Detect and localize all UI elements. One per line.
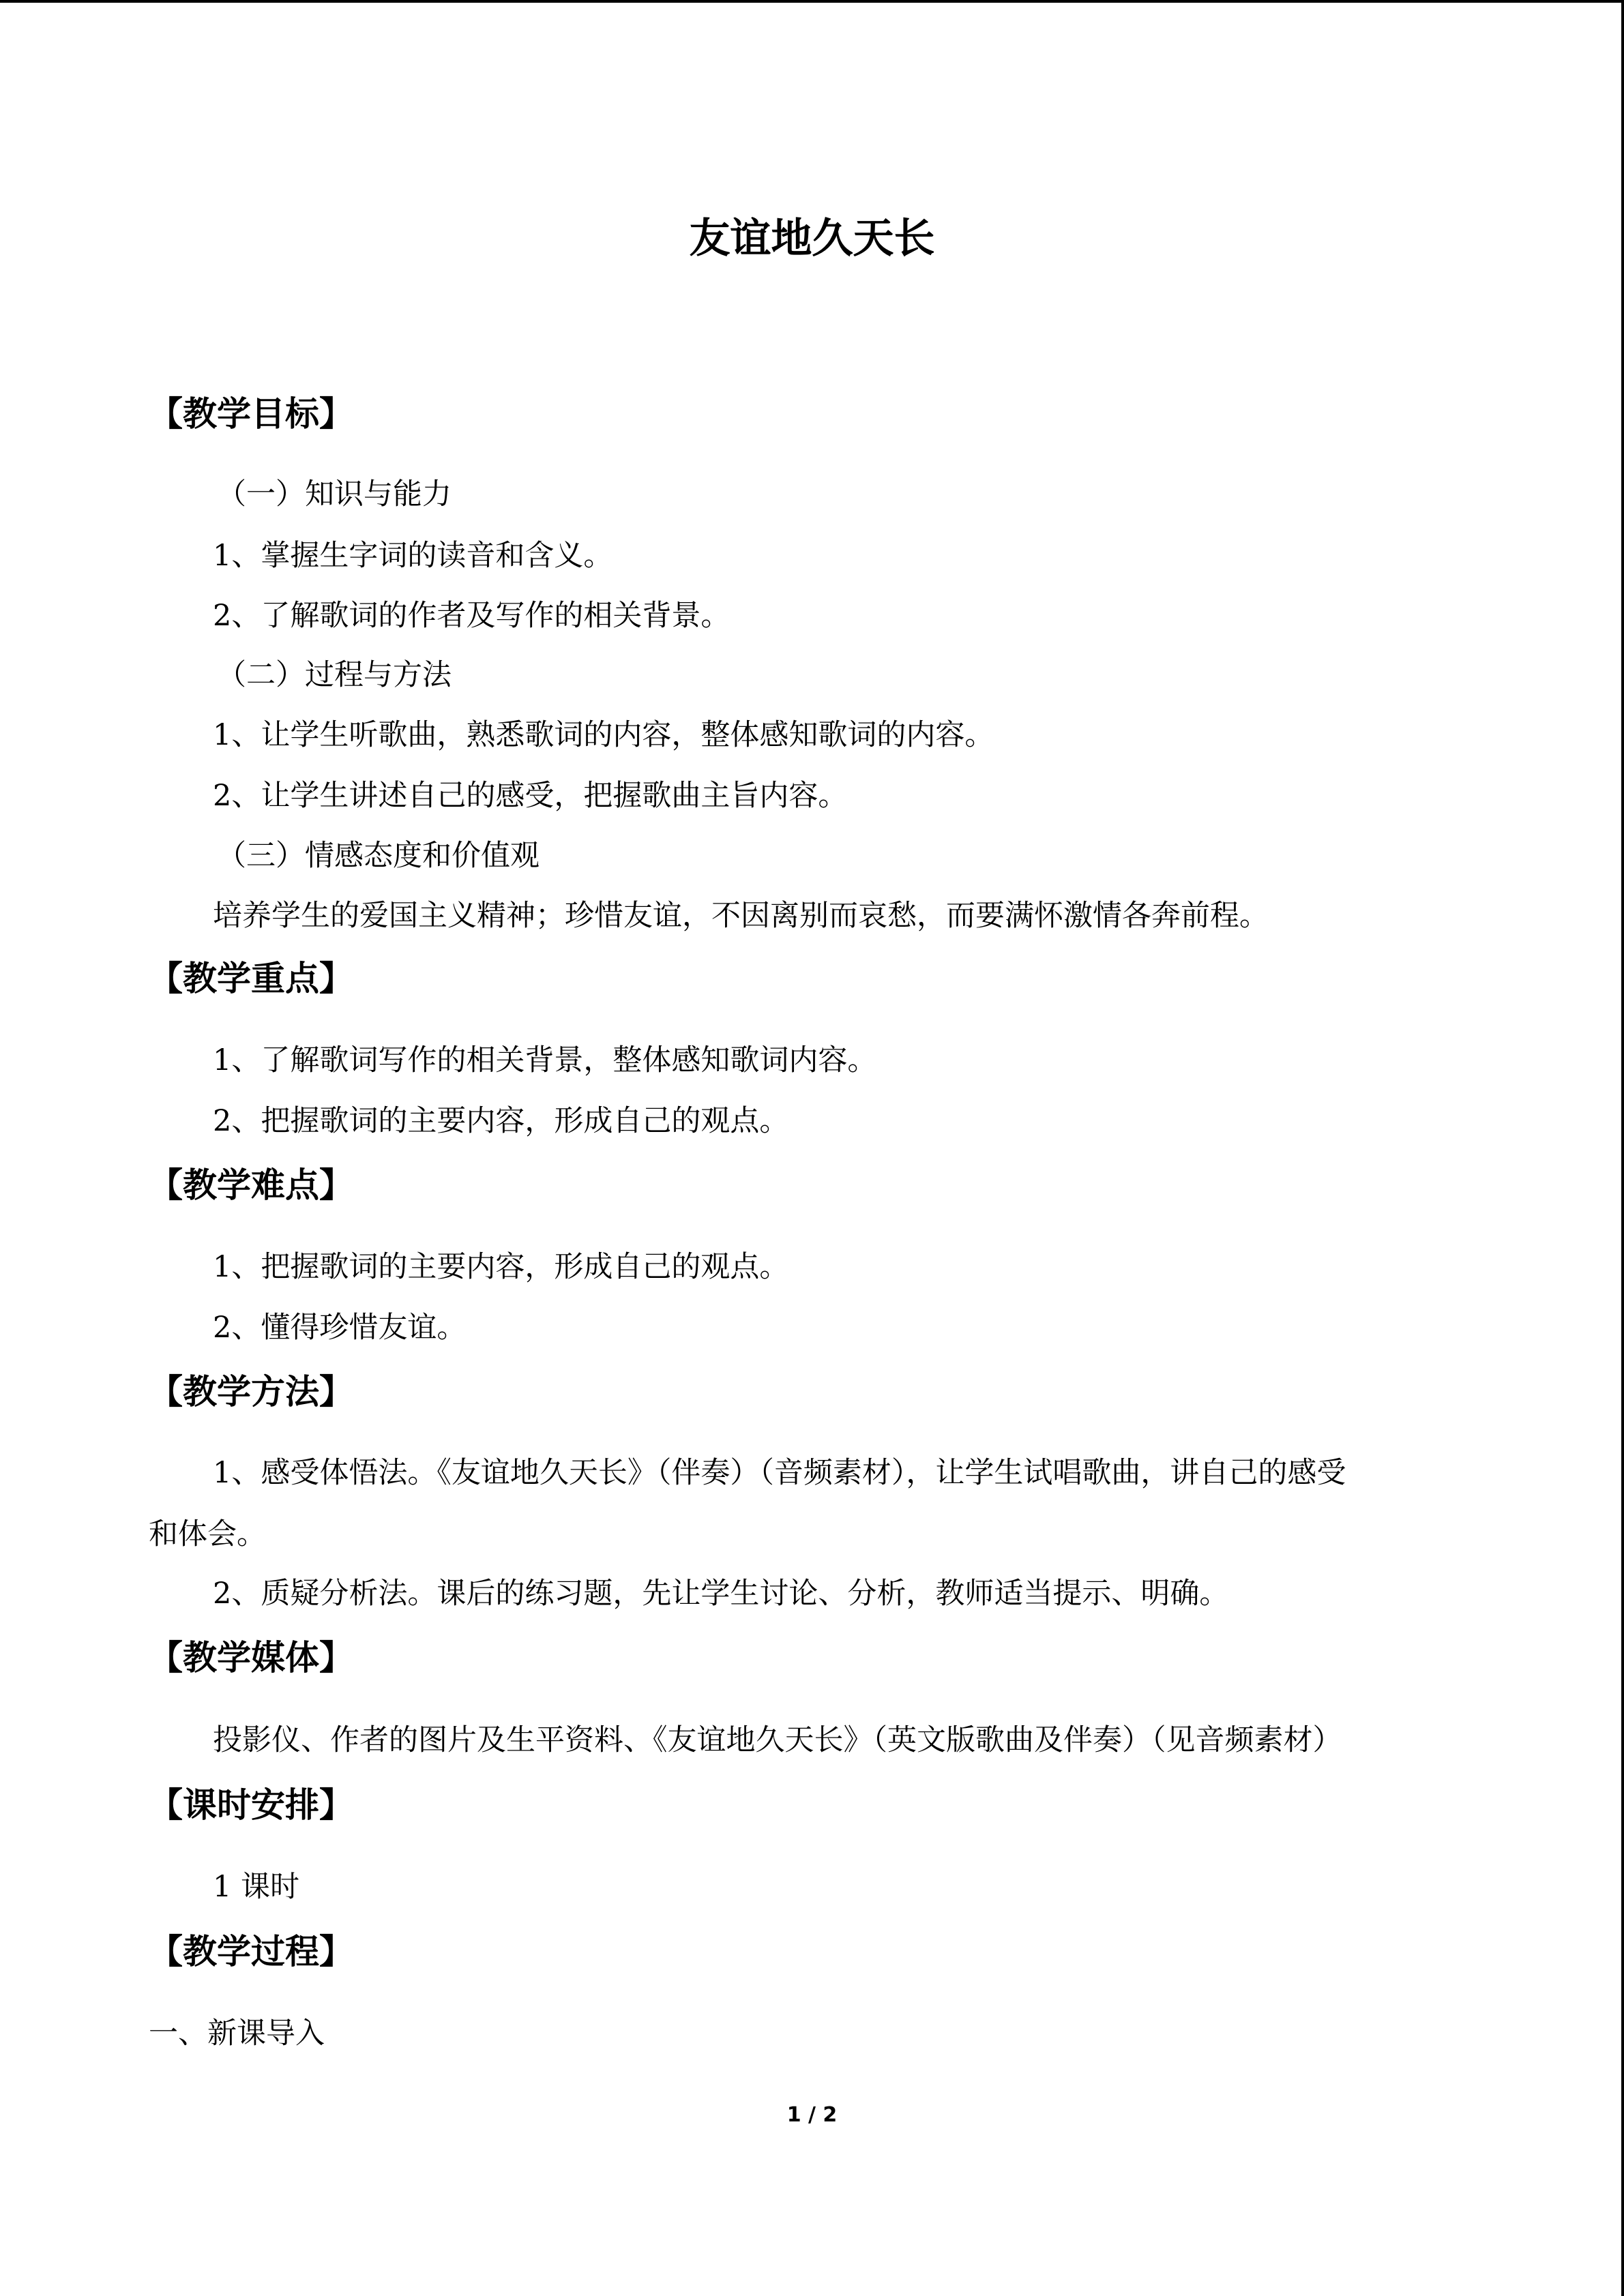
- key-point-item: 1、了解歌词写作的相关背景，整体感知歌词内容。: [213, 1043, 877, 1077]
- method-item-continuation: 和体会。: [149, 1517, 266, 1551]
- section-heading-media: 【教学媒体】: [149, 1637, 353, 1678]
- page-number: 1 / 2: [786, 2103, 838, 2127]
- objectives-sub-values: （三）情感态度和价值观: [217, 839, 540, 873]
- schedule-text: 1 课时: [213, 1870, 300, 1904]
- section-heading-key-points: 【教学重点】: [149, 958, 353, 998]
- objectives-item: 2、了解歌词的作者及写作的相关背景。: [213, 599, 730, 633]
- section-heading-methods: 【教学方法】: [149, 1371, 353, 1412]
- difficulty-item: 1、把握歌词的主要内容，形成自己的观点。: [213, 1250, 789, 1284]
- section-heading-objectives: 【教学目标】: [149, 393, 353, 434]
- key-point-item: 2、把握歌词的主要内容，形成自己的观点。: [213, 1104, 789, 1138]
- process-step: 一、新课导入: [149, 2016, 325, 2051]
- media-text: 投影仪、作者的图片及生平资料、《友谊地久天长》（英文版歌曲及伴奏）（见音频素材）: [213, 1723, 1342, 1757]
- objectives-sub-knowledge: （一）知识与能力: [217, 477, 452, 511]
- method-item-line: 2、质疑分析法。课后的练习题，先让学生讨论、分析，教师适当提示、明确。: [213, 1577, 1229, 1611]
- section-heading-schedule: 【课时安排】: [149, 1785, 353, 1825]
- document-title: 友谊地久天长: [689, 215, 935, 263]
- objectives-item: 1、让学生听歌曲，熟悉歌词的内容，整体感知歌词的内容。: [213, 718, 994, 752]
- section-heading-difficulties: 【教学难点】: [149, 1165, 353, 1205]
- objectives-item: 2、让学生讲述自己的感受，把握歌曲主旨内容。: [213, 779, 848, 813]
- difficulty-item: 2、懂得珍惜友谊。: [213, 1311, 467, 1345]
- objectives-item: 1、掌握生字词的读音和含义。: [213, 539, 613, 573]
- section-heading-process: 【教学过程】: [149, 1931, 353, 1971]
- objectives-values-text: 培养学生的爱国主义精神；珍惜友谊，不因离别而哀愁，而要满怀激情各奔前程。: [213, 899, 1269, 933]
- objectives-sub-process: （二）过程与方法: [217, 658, 452, 692]
- method-item-line: 1、感受体悟法。《友谊地久天长》（伴奏）（音频素材），让学生试唱歌曲，讲自己的感受: [213, 1456, 1346, 1490]
